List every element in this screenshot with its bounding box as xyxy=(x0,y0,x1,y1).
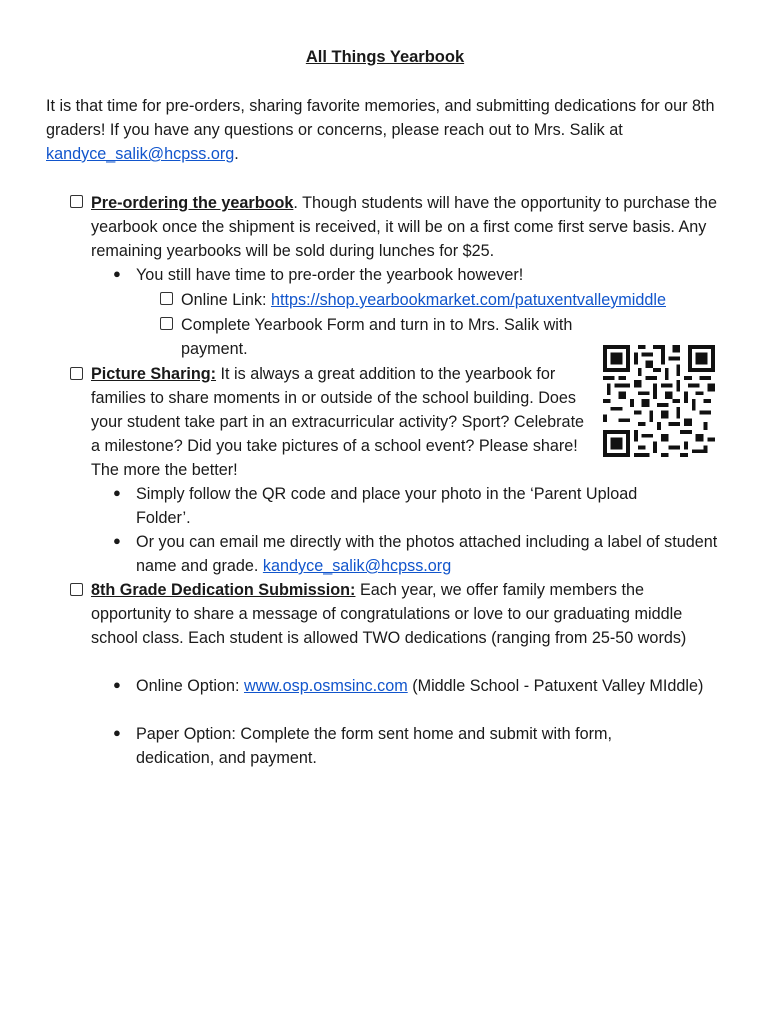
picture-bullet-qr: Simply follow the QR code and place your photo in the ‘Parent Upload Folder’. xyxy=(136,485,638,527)
preorder-heading: Pre-ordering the yearbook xyxy=(91,194,294,212)
bullet-icon: ● xyxy=(113,533,121,548)
intro-text: It is that time for pre-orders, sharing favorite memories, and submitting dedications for our 8th graders! If you have any questions or concerns, please reach out to Mrs. Salik at xyxy=(46,97,715,139)
dedication-online-label: Online Option: xyxy=(136,677,244,695)
dedication-heading: 8th Grade Dedication Submission: xyxy=(91,581,356,599)
preorder-paragraph xyxy=(91,191,721,263)
intro-paragraph xyxy=(46,94,736,166)
preorder-checkbox[interactable] xyxy=(70,195,83,208)
online-link-label: Online Link: xyxy=(181,291,271,309)
bullet-icon: ● xyxy=(113,677,121,692)
form-item: Complete Yearbook Form and turn in to Mrs. Salik with payment. xyxy=(181,316,573,358)
form-checkbox[interactable] xyxy=(160,317,173,330)
picture-email-link[interactable]: kandyce_salik@hcpss.org xyxy=(262,557,452,575)
picture-paragraph xyxy=(91,362,589,482)
online-link-item xyxy=(181,288,741,312)
qr-code-image[interactable] xyxy=(603,345,715,457)
intro-email-link[interactable]: kandyce_salik@hcpss.org xyxy=(46,145,235,163)
osp-link[interactable]: www.osp.osmsinc.com xyxy=(243,677,408,695)
bullet-icon: ● xyxy=(113,725,121,740)
picture-bullet-email xyxy=(136,530,721,578)
picture-text: It is always a great addition to the yearbook for families to share moments in or outside of the school building. Does your student take part in an extracurricular activity? Sport? Celebrate a milestone? Did you take pictures of a school event? Please share! The more the better! xyxy=(91,365,585,479)
dedication-paper-option: Paper Option: Complete the form sent home and submit with form, dedication, and payment. xyxy=(136,725,612,767)
yearbook-store-link[interactable]: https://shop.yearbookmarket.com/patuxentvalleymiddle xyxy=(270,291,666,309)
intro-end: . xyxy=(234,145,239,163)
dedication-text: Each year, we offer family members the opportunity to share a message of congratulations or love to our graduating middle school class. Each student is allowed TWO dedications (ranging from 25-50 words) xyxy=(91,581,687,647)
bullet-icon: ● xyxy=(113,485,121,500)
picture-checkbox[interactable] xyxy=(70,367,83,380)
dedication-checkbox[interactable] xyxy=(70,583,83,596)
bullet-icon: ● xyxy=(113,266,121,281)
dedication-online-option xyxy=(136,674,706,698)
preorder-bullet: You still have time to pre-order the yearbook however! xyxy=(136,266,524,284)
dedication-paragraph xyxy=(91,578,706,650)
picture-bullet-email-text: Or you can email me directly with the photos attached including a label of student name and grade. xyxy=(136,533,718,575)
preorder-text: . Though students will have the opportunity to purchase the yearbook once the shipment is received, it will be on a first come first serve basis. Any remaining yearbooks will be sold during lunches for $25. xyxy=(91,194,717,260)
dedication-online-rest: (Middle School - Patuxent Valley MIddle) xyxy=(407,677,704,695)
online-link-checkbox[interactable] xyxy=(160,292,173,305)
picture-heading: Picture Sharing: xyxy=(91,365,217,383)
page-title: All Things Yearbook xyxy=(305,48,465,66)
